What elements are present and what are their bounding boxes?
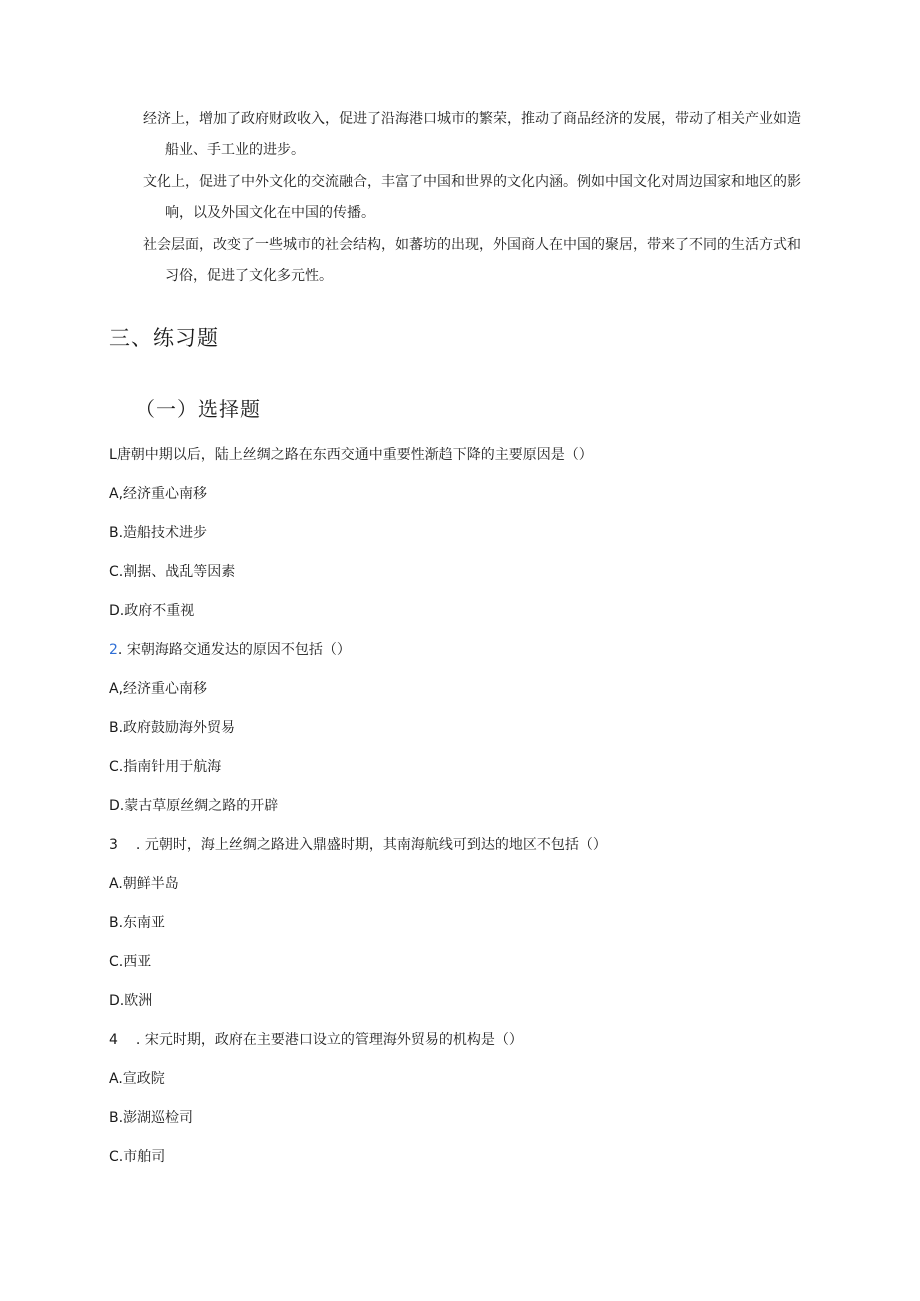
option: C.指南针用于航海: [109, 759, 222, 775]
question-text: 唐朝中期以后，陆上丝绸之路在东西交通中重要性渐趋下降的主要原因是（）: [116, 447, 593, 463]
paragraph-line: 经济上，增加了政府财政收入，促进了沿海港口城市的繁荣，推动了商品经济的发展，带动了相关: [143, 111, 745, 127]
question-text: . 元朝时，海上丝绸之路进入鼎盛时期，其南海航线可到达的地区不包括（）: [135, 837, 607, 853]
paragraph-society: [143, 230, 811, 292]
paragraph-line: 活方式和习俗，促进了文化多元性。: [165, 237, 801, 284]
option: A.宣政院: [109, 1071, 165, 1087]
question-4: [109, 1030, 523, 1050]
paragraph-economy: [143, 104, 811, 166]
section-title: 三、练习题: [109, 326, 219, 350]
question-number: 2: [109, 642, 118, 658]
option: B.政府鼓励海外贸易: [109, 720, 236, 736]
option: A,经济重心南移: [109, 681, 208, 697]
option: C.割据、战乱等因素: [109, 564, 236, 580]
paragraph-line: 文化上，促进了中外文化的交流融合，丰富了中国和世界的文化内涵。例如中国文化对周边国家和: [143, 174, 745, 190]
option: D.政府不重视: [109, 603, 195, 619]
question-number: L: [109, 447, 117, 463]
question-1: [109, 445, 593, 465]
question-number: 4: [109, 1032, 118, 1048]
paragraph-line: 社会层面，改变了一些城市的社会结构，如蕃坊的出现，外国商人在中国的聚居，带来了不同的生: [143, 237, 745, 253]
option: B.造船技术进步: [109, 525, 208, 541]
paragraph-line: 产业如造船业、手工业的进步。: [165, 111, 801, 158]
option: D.欧洲: [109, 993, 153, 1009]
option: C.市舶司: [109, 1149, 166, 1165]
question-number: 3: [109, 837, 118, 853]
option: C.西亚: [109, 954, 152, 970]
question-3: [109, 835, 607, 855]
option: D.蒙古草原丝绸之路的开辟: [109, 798, 279, 814]
option: A,经济重心南移: [109, 486, 208, 502]
option: B.澎湖巡检司: [109, 1110, 194, 1126]
question-text: . 宋元时期，政府在主要港口设立的管理海外贸易的机构是（）: [135, 1032, 523, 1048]
paragraph-culture: [143, 167, 811, 229]
option: B.东南亚: [109, 915, 166, 931]
paragraph-line: 地区的影响，以及外国文化在中国的传播。: [165, 174, 801, 221]
option: A.朝鲜半岛: [109, 876, 179, 892]
subsection-title: （一）选择题: [135, 397, 261, 421]
question-2: [109, 640, 351, 660]
question-text: . 宋朝海路交通发达的原因不包括（）: [117, 642, 351, 658]
